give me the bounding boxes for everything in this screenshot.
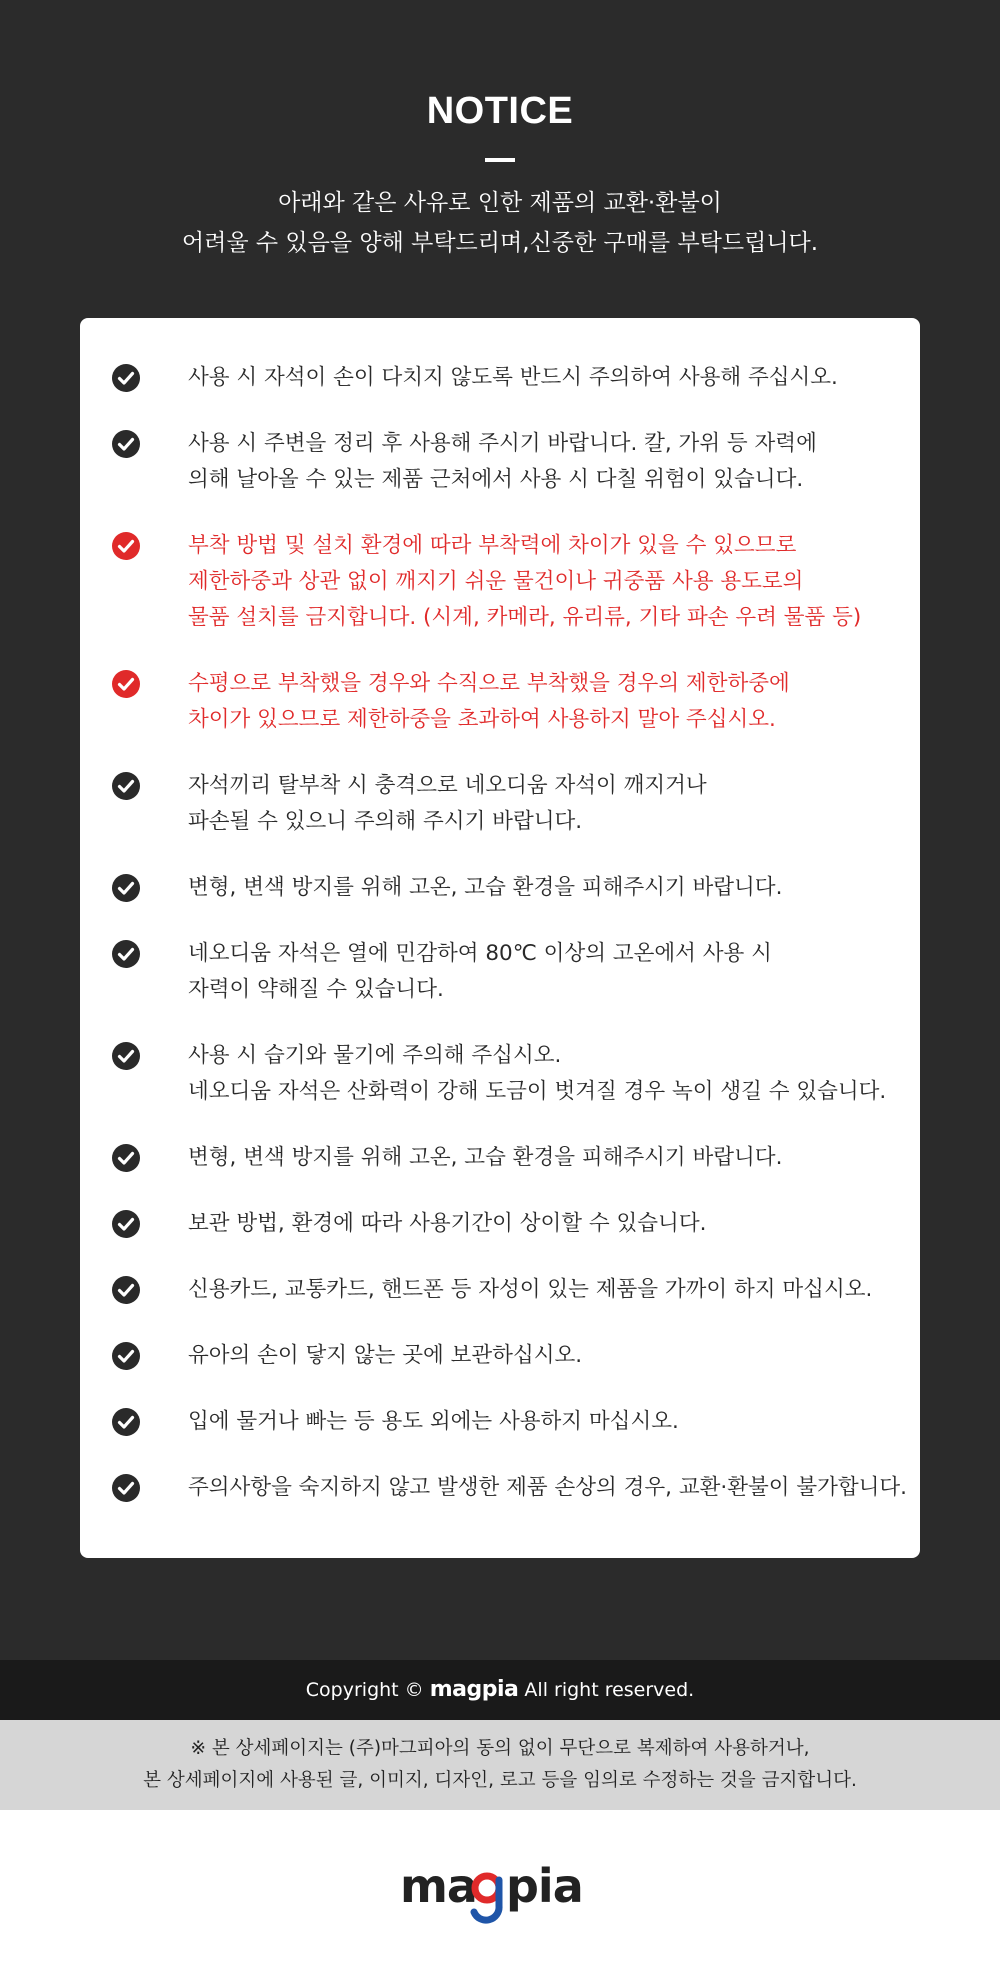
item-line: 수평으로 부착했을 경우와 수직으로 부착했을 경우의 제한하중에 (188, 671, 790, 696)
item-text (188, 1404, 900, 1440)
notice-line: ※ 본 상세페이지는 (주)마그피아의 동의 없이 무단으로 복제하여 사용하거나, (190, 1738, 810, 1759)
item-text (188, 870, 900, 906)
item-line: 자력이 약해질 수 있습니다. (188, 977, 444, 1002)
logo-wordmark-end: pia (506, 1859, 583, 1913)
notice-item (112, 768, 900, 840)
notice-item (112, 936, 900, 1008)
check-circle-icon (112, 772, 140, 800)
item-line: 주의사항을 숙지하지 않고 발생한 제품 손상의 경우, 교환·환불이 불가합니다. (188, 1475, 908, 1500)
copyright-notice (0, 1720, 1000, 1810)
check-circle-icon (112, 1276, 140, 1304)
check-circle-icon (112, 1144, 140, 1172)
copyright-suffix: All right reserved. (524, 1679, 695, 1701)
check-circle-icon (112, 1474, 140, 1502)
item-line: 유아의 손이 닿지 않는 곳에 보관하십시오. (188, 1343, 583, 1368)
item-text (188, 666, 900, 738)
notice-item (112, 1206, 900, 1242)
magpia-logo (400, 1858, 600, 1928)
notice-item (112, 1038, 900, 1110)
logo-area (0, 1810, 1000, 1975)
item-text (188, 1038, 900, 1110)
item-text (188, 1338, 900, 1374)
check-circle-icon (112, 364, 140, 392)
copyright-prefix: Copyright © (305, 1679, 424, 1701)
item-text (188, 1272, 900, 1308)
item-line: 보관 방법, 환경에 따라 사용기간이 상이할 수 있습니다. (188, 1211, 707, 1236)
warning-item (112, 528, 900, 636)
notice-item (112, 426, 900, 498)
item-text (188, 768, 900, 840)
item-text (188, 1206, 900, 1242)
notice-item (112, 870, 900, 906)
item-text (188, 360, 900, 396)
item-line: 입에 물거나 빠는 등 용도 외에는 사용하지 마십시오. (188, 1409, 679, 1434)
notice-item (112, 1404, 900, 1440)
item-line: 신용카드, 교통카드, 핸드폰 등 자성이 있는 제품을 가까이 하지 마십시오. (188, 1277, 873, 1302)
check-circle-icon (112, 874, 140, 902)
item-line: 사용 시 자석이 손이 다치지 않도록 반드시 주의하여 사용해 주십시오. (188, 365, 838, 390)
intro-line: 아래와 같은 사유로 인한 제품의 교환·환불이 (278, 190, 722, 216)
notice-item (112, 360, 900, 396)
item-line: 변형, 변색 방지를 위해 고온, 고습 환경을 피해주시기 바랍니다. (188, 875, 783, 900)
check-circle-icon (112, 940, 140, 968)
logo-wordmark: ma (400, 1859, 477, 1913)
notice-intro (0, 183, 1000, 263)
notice-item (112, 1338, 900, 1374)
intro-line: 어려울 수 있음을 양해 부탁드리며,신중한 구매를 부탁드립니다. (181, 230, 819, 256)
item-line: 변형, 변색 방지를 위해 고온, 고습 환경을 피해주시기 바랍니다. (188, 1145, 783, 1170)
item-text (188, 426, 900, 498)
logo-g-mark (474, 1876, 499, 1920)
check-circle-icon (112, 1342, 140, 1370)
notice-item (112, 1470, 908, 1506)
item-text (188, 1140, 900, 1176)
item-line: 차이가 있으므로 제한하중을 초과하여 사용하지 말아 주십시오. (188, 707, 776, 732)
copyright-brand: magpia (429, 1677, 519, 1702)
item-line: 제한하중과 상관 없이 깨지기 쉬운 물건이나 귀중품 사용 용도로의 (188, 569, 804, 594)
warning-item (112, 666, 900, 738)
item-text (188, 936, 900, 1008)
check-circle-icon (112, 670, 140, 698)
notice-title: NOTICE (426, 90, 574, 132)
item-line: 물품 설치를 금지합니다. (시계, 카메라, 유리류, 기타 파손 우려 물품 등) (188, 605, 862, 630)
item-line: 부착 방법 및 설치 환경에 따라 부착력에 차이가 있을 수 있으므로 (188, 533, 797, 558)
item-text (188, 1470, 908, 1506)
notice-card (80, 318, 920, 1558)
item-line: 자석끼리 탈부착 시 충격으로 네오디움 자석이 깨지거나 (188, 773, 707, 798)
check-circle-icon (112, 532, 140, 560)
check-circle-icon (112, 1210, 140, 1238)
check-circle-icon (112, 430, 140, 458)
check-circle-icon (112, 1042, 140, 1070)
item-line: 의해 날아올 수 있는 제품 근처에서 사용 시 다칠 위험이 있습니다. (188, 467, 804, 492)
notice-item (112, 1272, 900, 1308)
item-line: 사용 시 습기와 물기에 주의해 주십시오. (188, 1043, 562, 1068)
item-line: 사용 시 주변을 정리 후 사용해 주시기 바랍니다. 칼, 가위 등 자력에 (188, 431, 817, 456)
check-circle-icon (112, 1408, 140, 1436)
title-divider (485, 158, 515, 162)
item-line: 네오디움 자석은 산화력이 강해 도금이 벗겨질 경우 녹이 생길 수 있습니다. (188, 1079, 887, 1104)
copyright-bar (0, 1660, 1000, 1720)
notice-line: 본 상세페이지에 사용된 글, 이미지, 디자인, 로고 등을 임의로 수정하는 것을 금지합니다. (143, 1770, 857, 1791)
item-line: 네오디움 자석은 열에 민감하여 80℃ 이상의 고온에서 사용 시 (188, 941, 772, 966)
item-text (188, 528, 900, 636)
notice-item (112, 1140, 900, 1176)
item-line: 파손될 수 있으니 주의해 주시기 바랍니다. (188, 809, 583, 834)
